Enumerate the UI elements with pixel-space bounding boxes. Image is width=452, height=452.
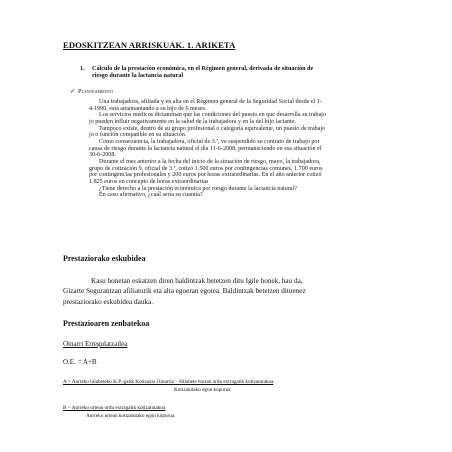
definition-b-denominator: Aurreko urtean kotizatutako egun kopurua	[86, 413, 175, 419]
section-heading-zenbatekoa: Prestazioaren zenbatekoa	[63, 319, 150, 328]
question-line: Cálculo de la prestación económica, en el Régimen general, derivada de situación de	[92, 65, 314, 72]
section-heading-eskubidea: Prestaziorako eskubidea	[63, 254, 146, 263]
checkmark-icon: ✓	[70, 89, 76, 95]
paragraph-line: Tampoco existe, dentro de su grupo profesional o categoría equivalente, un puesto de trabajo	[99, 125, 326, 132]
paragraph-line: jo pueden influir negativamente en la salud de la trabajadora y en la del hijo lactante.	[89, 118, 297, 125]
paragraph-line: Durante el mes anterior a la fecha del inicio de la situación de riesgo, mayo, la trabajadora,	[99, 158, 321, 165]
paragraph-line: Una trabajadora, afiliada y en alta en el Régimen general de la Seguridad Social desde el 1-	[99, 99, 322, 105]
eskubidea-text	[63, 276, 306, 307]
oinarri-erregulatzailea-label: Oinarri Erregulatzailea	[63, 340, 128, 348]
definition-b: B = Aurreko urtean ordu extragatik kotizatutakoa	[63, 405, 166, 411]
paragraph-line: causa de riesgo durante la lactancia natural el día 11-6-2008, permaneciendo en esa situación el	[89, 145, 322, 152]
paragraph-line: En caso afirmativo, ¿cuál sería su cuantía?	[99, 192, 203, 199]
paragraph-line: Gizarte Segurantzan afiliaturik eta alta egoeran egotea. Baldintzak betetzen dituenez	[63, 287, 306, 296]
paragraph-line: Kasu honetan eskatzen diren baldintzak betetzen ditu Igile honek, hau da,	[91, 277, 303, 285]
paragraph-line: 4-1990, está amamantando a su hijo de 6 meses.	[89, 105, 207, 112]
paragraph-line: prestaziorako eskubidea dauka.	[63, 297, 154, 306]
question-number: 1.	[80, 65, 85, 72]
question-text	[92, 65, 313, 80]
paragraph-line: 1.825 euros en concepto de horas extraordinarias	[89, 178, 209, 185]
paragraph-line: 30-6-2008.	[89, 152, 116, 159]
paragraph-line: Como consecuencia, la trabajadora, oficial de 3.ª, ve suspendido su contrato de trabajo por	[99, 138, 320, 145]
paragraph-line: ¿Tiene derecho a la prestación económica por riesgo durante la lactancia natural?	[99, 185, 297, 192]
paragraph-line: jo o función compatible en su situación.	[89, 132, 187, 139]
planteamiento-text	[89, 99, 409, 199]
question-line: riesgo durante la lactancia natural	[92, 72, 184, 80]
paragraph-line: por contingencias profesionales y 200 euros por horas extraordinarias. En el año anterior cotizó	[89, 172, 322, 179]
definition-a-denominator: Kotizatutako egun kopurua	[174, 387, 231, 393]
definition-a: A = Aurreko hilabeteko K.P.-gatik Kotizazio Oinarria – Hilabete hortan ordu extragatik kotizatutakoa	[63, 379, 274, 385]
document-title: EDOSKITZEAN ARRISKUAK. 1. ARIKETA	[63, 40, 236, 50]
paragraph-line: Los servicios médicos dictaminan que las condiciones del puesto en que desarrolla su trabajo	[99, 112, 326, 119]
planteamiento-label: Planteamiento	[78, 88, 113, 95]
formula: O.E. = A+B	[63, 358, 97, 366]
planteamiento-heading	[70, 88, 113, 95]
paragraph-line: grupo de cotización 9, oficial de 3.ª, cotizó 1.500 euros por contingencias comunes, 1.700 euros	[89, 165, 323, 172]
